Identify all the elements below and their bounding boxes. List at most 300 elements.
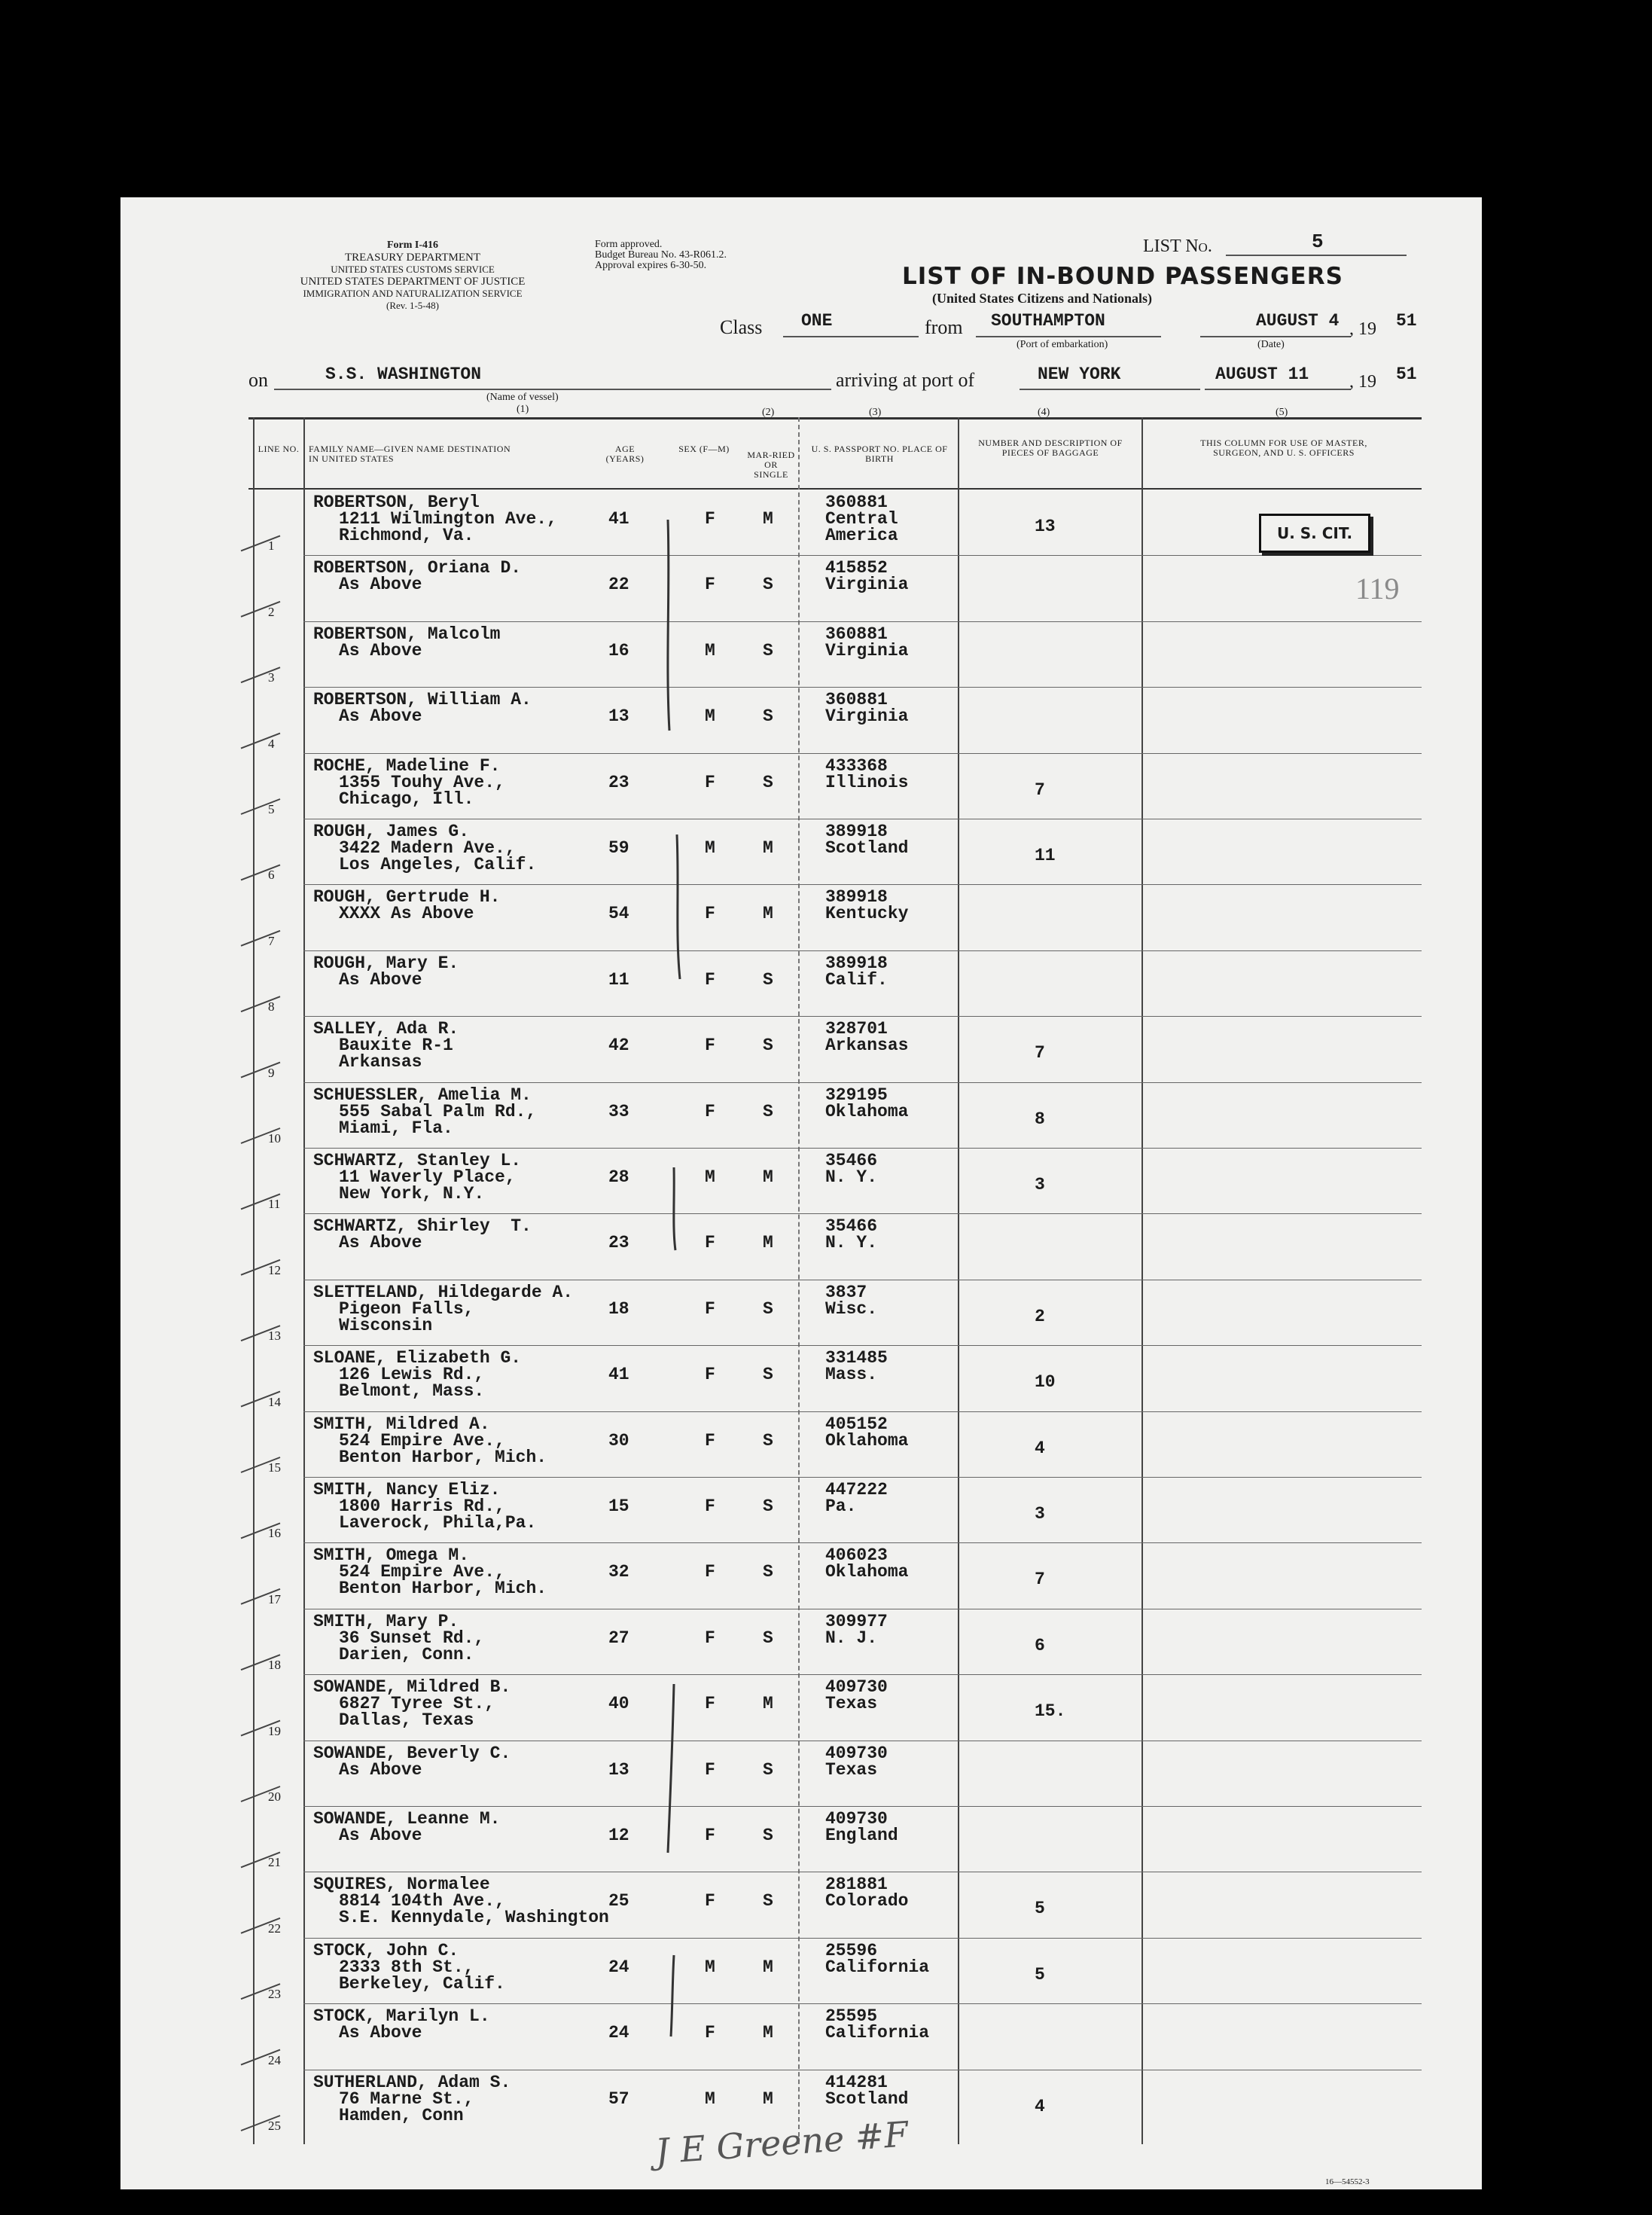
col-number-5: (5) — [1276, 407, 1288, 418]
destination-line: Berkeley, Calif. — [339, 1973, 505, 1994]
sex: F — [705, 1365, 715, 1385]
age: 30 — [608, 1430, 629, 1451]
tally-mark — [241, 535, 280, 551]
class-value: ONE — [801, 311, 833, 331]
destination-line: S.E. Kennydale, Washington — [339, 1908, 609, 1928]
baggage-count: 10 — [1035, 1372, 1056, 1393]
sex: F — [705, 509, 715, 529]
tally-mark — [241, 1326, 280, 1341]
line-number: 14 — [268, 1394, 281, 1409]
age: 13 — [608, 706, 629, 727]
place-of-birth: Scotland — [825, 2088, 909, 2109]
col-header-line: LINE NO. — [258, 444, 300, 454]
marital-status: S — [763, 1759, 773, 1780]
form-number: Form I-416 — [386, 240, 439, 251]
passenger-name: ROBERTSON, Malcolm — [313, 624, 501, 644]
passenger-name: SMITH, Omega M. — [313, 1545, 470, 1566]
destination-line: Benton Harbor, Mich. — [339, 1447, 547, 1467]
col-number-3: (3) — [869, 407, 882, 418]
form-revision: (Rev. 1-5-48) — [386, 300, 439, 311]
tally-mark — [241, 602, 280, 617]
tally-mark — [241, 1589, 280, 1604]
col-number-2: (2) — [762, 407, 775, 418]
family-bracket — [668, 520, 669, 731]
destination-line: Benton Harbor, Mich. — [339, 1579, 547, 1599]
page-subtitle: (United States Citizens and Nationals) — [932, 291, 1153, 306]
passenger-name: ROUGH, Gertrude H. — [313, 887, 501, 908]
passenger-name: SLETTELAND, Hildegarde A. — [313, 1282, 574, 1302]
baggage-count: 11 — [1035, 846, 1056, 865]
sex: F — [705, 2023, 715, 2043]
tally-mark — [241, 1655, 280, 1670]
age: 54 — [608, 904, 629, 924]
place-of-birth: Illinois — [825, 772, 909, 792]
arriving-label: arriving at port of — [836, 369, 975, 391]
family-brackets — [668, 520, 680, 2037]
destination-line: Los Angeles, Calif. — [339, 855, 537, 874]
marital-status: S — [763, 640, 773, 661]
marital-status: S — [763, 1628, 773, 1648]
place-of-birth: Oklahoma — [825, 1101, 909, 1121]
sex: F — [705, 1628, 715, 1648]
age: 25 — [608, 1891, 629, 1911]
list-number-label: LIST No. — [1143, 236, 1212, 256]
line-number: 7 — [268, 933, 275, 948]
place-of-birth: N. Y. — [825, 1167, 878, 1187]
page-title: LIST OF IN-BOUND PASSENGERS — [902, 263, 1343, 290]
marital-status: M — [763, 509, 773, 529]
marital-status: M — [763, 838, 773, 858]
vessel-col-number: (1) — [517, 404, 529, 415]
place-of-birth: Wisc. — [825, 1298, 878, 1319]
sex: M — [705, 2088, 715, 2109]
family-bracket — [674, 1167, 675, 1250]
line-number: 1 — [268, 538, 275, 554]
age: 22 — [608, 575, 629, 595]
destination-line: 1355 Touhy Ave., — [339, 772, 505, 792]
tally-mark — [241, 1721, 280, 1736]
tally-mark — [241, 996, 280, 1011]
destination-line: 36 Sunset Rd., — [339, 1628, 485, 1648]
tally-mark — [241, 1128, 280, 1143]
line-number: 12 — [268, 1262, 281, 1277]
from-label: from — [925, 316, 963, 338]
line-number: 4 — [268, 736, 275, 751]
passport-number: 389918 — [825, 822, 888, 841]
destination-line: Chicago, Ill. — [339, 789, 474, 809]
destination-line: Hamden, Conn — [339, 2105, 464, 2125]
age: 18 — [608, 1298, 629, 1319]
passport-number: 414281 — [825, 2072, 888, 2092]
col-header-sex: SEX (F—M) — [678, 444, 730, 454]
passport-number: 415852 — [825, 558, 888, 578]
marital-status: S — [763, 1430, 773, 1451]
approval-line: Approval expires 6-30-50. — [595, 260, 707, 271]
date-caption: (Date) — [1257, 339, 1285, 350]
line-number: 16 — [268, 1526, 281, 1541]
sex: F — [705, 1101, 715, 1121]
tally-mark — [241, 931, 280, 946]
departure-date: AUGUST 4 — [1256, 311, 1340, 331]
line-number: 25 — [268, 2119, 281, 2133]
passport-number: 328701 — [825, 1019, 888, 1039]
passenger-name: SCHWARTZ, Stanley L. — [313, 1151, 522, 1170]
marital-status: S — [763, 1036, 773, 1056]
place-of-birth: California — [825, 2023, 930, 2043]
tally-mark — [241, 667, 280, 682]
passport-number: 360881 — [825, 624, 888, 644]
destination-line: As Above — [339, 1759, 422, 1780]
tally-mark — [241, 1392, 280, 1407]
place-of-birth: England — [825, 1826, 898, 1845]
family-bracket — [671, 1955, 674, 2037]
destination-line: XXXX As Above — [339, 904, 474, 924]
place-of-birth: Mass. — [825, 1365, 878, 1385]
destination-line: 3422 Madern Ave., — [339, 838, 516, 858]
destination-line: Arkansas — [339, 1052, 422, 1072]
place-of-birth: Oklahoma — [825, 1562, 909, 1582]
baggage-count: 5 — [1035, 1899, 1045, 1919]
age: 27 — [608, 1628, 629, 1648]
age: 12 — [608, 1826, 629, 1845]
place-of-birth: Texas — [825, 1759, 878, 1780]
passenger-name: SOWANDE, Beverly C. — [313, 1743, 511, 1763]
marital-status: S — [763, 1562, 773, 1582]
destination-line: 8814 104th Ave., — [339, 1891, 505, 1911]
line-number: 15 — [268, 1460, 281, 1475]
marital-status: M — [763, 2023, 773, 2043]
destination-line: Laverock, Phila,Pa. — [339, 1513, 537, 1533]
destination-line: As Above — [339, 1826, 422, 1845]
sex: F — [705, 1298, 715, 1319]
destination-line: As Above — [339, 1233, 422, 1253]
baggage-count: 4 — [1035, 2096, 1045, 2116]
marital-status: S — [763, 1298, 773, 1319]
sex: F — [705, 1430, 715, 1451]
passport-number: 360881 — [825, 690, 888, 710]
sex: F — [705, 1036, 715, 1056]
line-number: 11 — [268, 1197, 281, 1212]
tally-mark — [241, 1194, 280, 1209]
place-of-birth: Virginia — [825, 575, 909, 595]
passport-number: 405152 — [825, 1414, 888, 1434]
handwritten-signature: J E Greene #F — [654, 2113, 910, 2172]
sex: M — [705, 838, 715, 858]
passport-number: 409730 — [825, 1743, 888, 1763]
passport-number: 447222 — [825, 1480, 888, 1500]
class-label: Class — [720, 316, 763, 338]
sex: F — [705, 1233, 715, 1253]
baggage-count: 4 — [1035, 1438, 1045, 1458]
age: 16 — [608, 640, 629, 661]
col-header-married: MAR-RIED OR SINGLE — [747, 450, 795, 480]
tally-mark — [241, 1918, 280, 1933]
arrival-year-prefix: , 19 — [1349, 372, 1376, 392]
passport-number: 409730 — [825, 1809, 888, 1829]
passport-number: 360881 — [825, 493, 888, 512]
passport-number: 329195 — [825, 1085, 888, 1105]
col-header-officers: THIS COLUMN FOR USE OF MASTER, SURGEON, AND U. S. OFFICERS — [1200, 438, 1367, 458]
line-number: 24 — [268, 2052, 281, 2067]
tally-mark — [241, 1457, 280, 1472]
marital-status: S — [763, 575, 773, 595]
line-number: 6 — [268, 868, 275, 883]
age: 24 — [608, 1957, 629, 1977]
passenger-name: SMITH, Mildred A. — [313, 1414, 490, 1434]
tally-mark — [241, 1063, 280, 1078]
baggage-count: 6 — [1035, 1635, 1045, 1655]
marital-status: M — [763, 904, 773, 924]
passenger-name: SQUIRES, Normalee — [313, 1875, 490, 1895]
age: 33 — [608, 1101, 629, 1121]
sex: F — [705, 1496, 715, 1516]
tally-mark — [241, 865, 280, 880]
approval-line: Budget Bureau No. 43-R061.2. — [595, 249, 727, 261]
passenger-name: SUTHERLAND, Adam S. — [313, 2072, 511, 2092]
passenger-name: SCHUESSLER, Amelia M. — [313, 1085, 532, 1105]
sex: M — [705, 1957, 715, 1977]
sex: M — [705, 706, 715, 727]
place-of-birth: N. Y. — [825, 1233, 878, 1253]
passenger-name: SLOANE, Elizabeth G. — [313, 1348, 522, 1368]
place-of-birth: America — [825, 526, 898, 545]
col-header-age: AGE (YEARS) — [605, 444, 645, 464]
marital-status: M — [763, 1957, 773, 1977]
passenger-name: ROUGH, James G. — [313, 822, 470, 841]
place-of-birth: Virginia — [825, 706, 909, 727]
place-of-birth: Texas — [825, 1694, 878, 1714]
destination-line: Richmond, Va. — [339, 526, 474, 545]
port-of-embarkation: SOUTHAMPTON — [991, 311, 1105, 331]
passenger-name: ROBERTSON, Beryl — [313, 493, 480, 512]
list-number-value: 5 — [1312, 230, 1324, 253]
marital-status: S — [763, 1826, 773, 1845]
baggage-count: 2 — [1035, 1306, 1045, 1326]
vessel-caption: (Name of vessel) — [486, 392, 559, 403]
passport-number: 389918 — [825, 887, 888, 908]
handwritten-annotation: 119 — [1355, 572, 1400, 606]
destination-line: As Above — [339, 575, 422, 595]
place-of-birth: Virginia — [825, 640, 909, 661]
marital-status: M — [763, 1694, 773, 1714]
line-number: 9 — [268, 1065, 275, 1080]
age: 15 — [608, 1496, 629, 1516]
passenger-name: ROBERTSON, William A. — [313, 690, 532, 710]
destination-line: As Above — [339, 2023, 422, 2043]
sex: M — [705, 1167, 715, 1187]
baggage-count: 7 — [1035, 1570, 1045, 1590]
destination-line: 11 Waverly Place, — [339, 1167, 516, 1187]
col-number-4: (4) — [1038, 407, 1050, 418]
passenger-name: SMITH, Mary P. — [313, 1611, 459, 1631]
destination-line: 126 Lewis Rd., — [339, 1365, 485, 1385]
line-number: 22 — [268, 1921, 281, 1936]
place-of-birth: Calif. — [825, 969, 888, 990]
passport-number: 25595 — [825, 2006, 878, 2027]
line-number: 3 — [268, 670, 275, 685]
baggage-count: 3 — [1035, 1504, 1045, 1524]
sex: F — [705, 1891, 715, 1911]
line-number: 10 — [268, 1131, 281, 1146]
passenger-name: ROBERTSON, Oriana D. — [313, 558, 522, 578]
passport-number: 25596 — [825, 1940, 878, 1960]
destination-line: Pigeon Falls, — [339, 1298, 474, 1319]
baggage-count: 8 — [1035, 1109, 1045, 1129]
port-embark-caption: (Port of embarkation) — [1016, 339, 1108, 350]
tally-mark — [241, 1523, 280, 1538]
line-number: 17 — [268, 1591, 281, 1606]
age: 41 — [608, 509, 629, 529]
place-of-birth: Kentucky — [825, 904, 909, 924]
destination-line: 1800 Harris Rd., — [339, 1496, 505, 1516]
on-label: on — [248, 369, 268, 391]
place-of-birth: California — [825, 1957, 930, 1977]
age: 13 — [608, 1759, 629, 1780]
tally-mark — [241, 1260, 280, 1275]
destination-line: Bauxite R-1 — [339, 1036, 453, 1056]
passport-number: 35466 — [825, 1151, 878, 1170]
sex: F — [705, 969, 715, 990]
marital-status: S — [763, 772, 773, 792]
marital-status: M — [763, 2088, 773, 2109]
passport-number: 281881 — [825, 1875, 888, 1895]
sex: F — [705, 1562, 715, 1582]
dept-justice: UNITED STATES DEPARTMENT OF JUSTICE — [300, 276, 526, 288]
destination-line: 76 Marne St., — [339, 2088, 474, 2109]
marital-status: M — [763, 1233, 773, 1253]
passport-number: 331485 — [825, 1348, 888, 1368]
line-number: 8 — [268, 999, 275, 1014]
passport-number: 309977 — [825, 1611, 888, 1631]
tally-mark — [241, 734, 280, 749]
destination-line: As Above — [339, 706, 422, 727]
passport-number: 3837 — [825, 1282, 867, 1302]
col-header-baggage: NUMBER AND DESCRIPTION OF PIECES OF BAGGAGE — [978, 438, 1123, 458]
destination-line: New York, N.Y. — [339, 1184, 485, 1204]
destination-line: Wisconsin — [339, 1315, 433, 1335]
sex: F — [705, 904, 715, 924]
line-number: 13 — [268, 1329, 281, 1344]
arrival-date: AUGUST 11 — [1215, 365, 1309, 384]
arrival-year: 51 — [1396, 365, 1417, 384]
family-bracket — [668, 1684, 674, 1853]
baggage-count: 5 — [1035, 1964, 1045, 1985]
check-marks — [241, 535, 280, 2131]
sex: F — [705, 772, 715, 792]
destination-line: 2333 8th St., — [339, 1957, 474, 1977]
place-of-birth: Central — [825, 509, 898, 529]
approval-line: Form approved. — [595, 239, 663, 250]
line-number: 5 — [268, 802, 275, 816]
passenger-name: SALLEY, Ada R. — [313, 1019, 459, 1039]
age: 40 — [608, 1694, 629, 1714]
us-citizen-stamp: U. S. CIT. — [1259, 514, 1370, 553]
departure-year: 51 — [1396, 311, 1417, 331]
arrival-port: NEW YORK — [1038, 365, 1121, 384]
marital-status: S — [763, 706, 773, 727]
place-of-birth: Pa. — [825, 1496, 857, 1516]
passport-number: 389918 — [825, 953, 888, 973]
place-of-birth: N. J. — [825, 1628, 878, 1648]
line-number: 23 — [268, 1987, 281, 2002]
family-bracket — [677, 834, 680, 979]
age: 57 — [608, 2088, 629, 2109]
age: 23 — [608, 772, 629, 792]
destination-line: 1211 Wilmington Ave., — [339, 509, 557, 529]
line-number: 19 — [268, 1723, 281, 1738]
passenger-name: SMITH, Nancy Eliz. — [313, 1480, 501, 1500]
baggage-count: 15. — [1035, 1701, 1066, 1722]
sex: M — [705, 640, 715, 661]
marital-status: S — [763, 1365, 773, 1385]
passport-number: 409730 — [825, 1677, 888, 1698]
age: 41 — [608, 1365, 629, 1385]
departure-year-prefix: , 19 — [1349, 319, 1376, 339]
dept-ins: IMMIGRATION AND NATURALIZATION SERVICE — [303, 288, 523, 299]
destination-line: Dallas, Texas — [339, 1710, 474, 1731]
passport-number: 35466 — [825, 1216, 878, 1237]
destination-line: 555 Sabal Palm Rd., — [339, 1101, 537, 1121]
place-of-birth: Scotland — [825, 838, 909, 858]
line-number: 18 — [268, 1658, 281, 1673]
sex: F — [705, 1759, 715, 1780]
age: 11 — [608, 969, 629, 990]
tally-mark — [241, 2116, 280, 2131]
age: 32 — [608, 1562, 629, 1582]
passenger-name: SOWANDE, Leanne M. — [313, 1809, 501, 1829]
age: 23 — [608, 1233, 629, 1253]
tally-mark — [241, 799, 280, 814]
line-number: 21 — [268, 1855, 281, 1870]
destination-line: 6827 Tyree St., — [339, 1694, 495, 1714]
baggage-count: 3 — [1035, 1175, 1045, 1194]
passport-number: 433368 — [825, 755, 888, 776]
place-of-birth: Arkansas — [825, 1036, 909, 1056]
destination-line: Darien, Conn. — [339, 1644, 474, 1664]
destination-line: 524 Empire Ave., — [339, 1430, 505, 1451]
passport-number: 406023 — [825, 1545, 888, 1566]
baggage-count: 7 — [1035, 780, 1045, 800]
marital-status: M — [763, 1167, 773, 1187]
sex: F — [705, 1694, 715, 1714]
marital-status: S — [763, 1496, 773, 1516]
passenger-name: STOCK, Marilyn L. — [313, 2006, 490, 2027]
tally-mark — [241, 1786, 280, 1802]
place-of-birth: Colorado — [825, 1891, 909, 1911]
marital-status: S — [763, 1891, 773, 1911]
col-header-passport: U. S. PASSPORT NO. PLACE OF BIRTH — [811, 444, 948, 464]
destination-line: As Above — [339, 640, 422, 661]
dept-customs: UNITED STATES CUSTOMS SERVICE — [331, 264, 495, 275]
marital-status: S — [763, 969, 773, 990]
destination-line: As Above — [339, 969, 422, 990]
baggage-count: 13 — [1035, 517, 1056, 536]
age: 24 — [608, 2023, 629, 2043]
col-header-name: FAMILY NAME—GIVEN NAME DESTINATION IN UNITED STATES — [309, 444, 511, 464]
line-number: 20 — [268, 1789, 281, 1804]
passenger-name: SCHWARTZ, Shirley T. — [313, 1216, 532, 1237]
age: 42 — [608, 1036, 629, 1056]
passenger-name: SOWANDE, Mildred B. — [313, 1677, 511, 1698]
dept-treasury: TREASURY DEPARTMENT — [344, 252, 481, 264]
destination-line: Miami, Fla. — [339, 1118, 453, 1138]
baggage-count: 7 — [1035, 1043, 1045, 1063]
destination-line: Belmont, Mass. — [339, 1381, 485, 1402]
sex: F — [705, 575, 715, 595]
tally-mark — [241, 1984, 280, 1999]
marital-status: S — [763, 1101, 773, 1121]
place-of-birth: Oklahoma — [825, 1430, 909, 1451]
